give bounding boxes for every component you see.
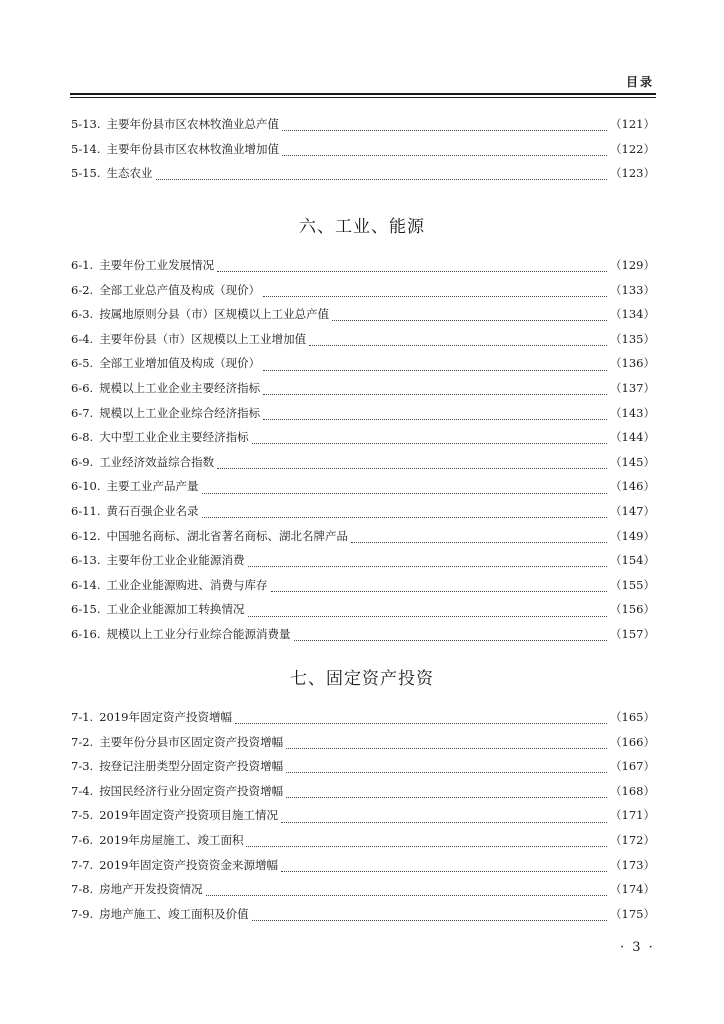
entry-title: 规模以上工业分行业综合能源消费量	[106, 626, 291, 641]
header-rule-thin	[70, 97, 656, 98]
entry-title: 工业经济效益综合指数	[99, 454, 215, 469]
entry-title: 主要年份分县市区固定资产投资增幅	[99, 734, 284, 749]
entry-page: （171）	[610, 808, 655, 823]
dot-leader	[202, 492, 608, 494]
toc-entry[interactable]	[71, 141, 655, 166]
dot-leader	[351, 541, 607, 543]
dot-leader	[263, 393, 607, 395]
entry-number: 6-11.	[71, 503, 101, 518]
entry-title: 规模以上工业企业综合经济指标	[99, 405, 261, 420]
entry-number: 6-10.	[71, 479, 101, 494]
dot-leader	[282, 154, 607, 156]
entry-title: 按国民经济行业分固定资产投资增幅	[99, 783, 284, 798]
entry-title: 2019年房屋施工、竣工面积	[99, 832, 244, 847]
header-rule	[70, 93, 656, 95]
entry-page: （144）	[610, 430, 655, 445]
toc-entry[interactable]	[71, 355, 655, 380]
entry-title: 按属地原则分县（市）区规模以上工业总产值	[99, 307, 330, 322]
entry-title: 大中型工业企业主要经济指标	[99, 430, 249, 445]
dot-leader	[286, 771, 607, 773]
entry-title: 主要年份县市区农林牧渔业增加值	[106, 141, 279, 156]
entry-title: 2019年固定资产投资增幅	[99, 710, 232, 724]
entry-title: 中国驰名商标、湖北省著名商标、湖北名牌产品	[106, 528, 348, 543]
entry-number: 7-4.	[71, 783, 94, 798]
dot-leader	[281, 821, 607, 823]
entry-title: 按登记注册类型分固定资产投资增幅	[99, 759, 284, 774]
dot-leader	[217, 270, 607, 272]
toc-entry[interactable]	[71, 552, 655, 577]
toc-list-section-7	[71, 709, 655, 930]
entry-page: （133）	[610, 282, 655, 297]
dot-leader	[332, 319, 607, 321]
entry-title: 主要年份工业发展情况	[99, 258, 215, 272]
entry-page: （143）	[610, 405, 655, 420]
dot-leader	[282, 129, 607, 131]
dot-leader	[248, 565, 608, 567]
dot-leader	[309, 344, 607, 346]
toc-entry[interactable]	[71, 881, 655, 906]
toc-entry[interactable]	[71, 116, 655, 141]
entry-page: （149）	[610, 528, 655, 543]
entry-page: （173）	[610, 857, 655, 872]
entry-title: 房地产开发投资情况	[99, 882, 203, 897]
toc-entry[interactable]	[71, 528, 655, 553]
toc-list-continued	[71, 116, 655, 190]
entry-number: 6-1.	[71, 258, 94, 272]
entry-page: （122）	[610, 141, 655, 156]
toc-entry[interactable]	[71, 380, 655, 405]
toc-entry[interactable]	[71, 783, 655, 808]
dot-leader	[235, 722, 607, 724]
entry-number: 5-14.	[71, 141, 101, 156]
section-heading: 六、工业、能源	[299, 217, 425, 237]
entry-number: 7-1.	[71, 710, 94, 724]
dot-leader	[263, 369, 607, 371]
entry-number: 7-3.	[71, 759, 94, 774]
dot-leader	[217, 467, 607, 469]
dot-leader	[206, 894, 607, 896]
dot-leader	[294, 639, 608, 641]
toc-entry[interactable]	[71, 165, 655, 190]
entry-title: 主要年份县市区农林牧渔业总产值	[106, 117, 279, 131]
entry-number: 6-5.	[71, 356, 94, 371]
toc-entry[interactable]	[71, 577, 655, 602]
page-number: · 3 ·	[620, 940, 655, 955]
toc-entry[interactable]	[71, 906, 655, 931]
entry-number: 6-2.	[71, 282, 94, 297]
dot-leader	[286, 747, 607, 749]
toc-list-section-6	[71, 257, 655, 651]
toc-entry[interactable]	[71, 626, 655, 651]
entry-number: 7-8.	[71, 882, 94, 897]
entry-page: （167）	[610, 759, 655, 774]
entry-number: 5-13.	[71, 117, 101, 131]
entry-page: （145）	[610, 454, 655, 469]
entry-title: 生态农业	[106, 166, 153, 181]
entry-number: 6-13.	[71, 553, 101, 568]
entry-title: 主要年份县（市）区规模以上工业增加值	[99, 331, 307, 346]
section-heading: 七、固定资产投资	[290, 669, 434, 689]
entry-title: 黄石百强企业名录	[106, 503, 199, 518]
entry-number: 6-8.	[71, 430, 94, 445]
entry-page: （154）	[610, 553, 655, 568]
entry-number: 7-2.	[71, 734, 94, 749]
entry-page: （156）	[610, 602, 655, 617]
entry-title: 2019年固定资产投资项目施工情况	[99, 808, 278, 823]
entry-title: 主要工业产品产量	[106, 479, 199, 494]
dot-leader	[263, 295, 607, 297]
entry-number: 6-15.	[71, 602, 101, 617]
entry-title: 全部工业增加值及构成（现价）	[99, 356, 261, 371]
entry-page: （168）	[610, 783, 655, 798]
entry-title: 主要年份工业企业能源消费	[106, 553, 245, 568]
entry-page: （172）	[610, 832, 655, 847]
dot-leader	[286, 796, 607, 798]
entry-number: 6-16.	[71, 626, 101, 641]
entry-number: 7-5.	[71, 808, 94, 823]
toc-entry[interactable]	[71, 478, 655, 503]
dot-leader	[248, 615, 608, 617]
entry-page: （175）	[610, 906, 655, 921]
entry-page: （137）	[610, 380, 655, 395]
entry-page: （134）	[610, 307, 655, 322]
entry-number: 5-15.	[71, 166, 101, 181]
dot-leader	[202, 516, 608, 518]
dot-leader	[252, 919, 607, 921]
entry-page: （147）	[610, 503, 655, 518]
entry-number: 6-9.	[71, 454, 94, 469]
entry-page: （165）	[610, 710, 655, 724]
entry-page: （135）	[610, 331, 655, 346]
toc-entry[interactable]	[71, 331, 655, 356]
toc-entry[interactable]	[71, 257, 655, 282]
entry-page: （136）	[610, 356, 655, 371]
entry-title: 全部工业总产值及构成（现价）	[99, 282, 261, 297]
toc-entry[interactable]	[71, 503, 655, 528]
entry-number: 6-14.	[71, 577, 101, 592]
running-header-title: 目录	[626, 75, 655, 89]
entry-page: （166）	[610, 734, 655, 749]
dot-leader	[271, 590, 608, 592]
toc-entry[interactable]	[71, 832, 655, 857]
entry-page: （157）	[610, 626, 655, 641]
entry-page: （174）	[610, 882, 655, 897]
dot-leader	[156, 178, 608, 180]
entry-number: 6-12.	[71, 528, 101, 543]
toc-entry[interactable]	[71, 758, 655, 783]
toc-entry[interactable]	[71, 857, 655, 882]
entry-title: 房地产施工、竣工面积及价值	[99, 906, 249, 921]
entry-page: （146）	[610, 479, 655, 494]
entry-number: 6-6.	[71, 380, 94, 395]
entry-number: 6-7.	[71, 405, 94, 420]
dot-leader	[281, 870, 607, 872]
toc-entry[interactable]	[71, 601, 655, 626]
entry-number: 7-7.	[71, 857, 94, 872]
toc-entry[interactable]	[71, 807, 655, 832]
entry-title: 2019年固定资产投资资金来源增幅	[99, 857, 278, 872]
dot-leader	[246, 845, 607, 847]
dot-leader	[252, 442, 607, 444]
toc-entry[interactable]	[71, 734, 655, 759]
entry-number: 6-4.	[71, 331, 94, 346]
entry-title: 规模以上工业企业主要经济指标	[99, 380, 261, 395]
dot-leader	[263, 418, 607, 420]
entry-title: 工业企业能源加工转换情况	[106, 602, 245, 617]
entry-page: （155）	[610, 577, 655, 592]
entry-number: 7-6.	[71, 832, 94, 847]
toc-entry[interactable]	[71, 282, 655, 307]
toc-entry[interactable]	[71, 405, 655, 430]
entry-title: 工业企业能源购进、消费与库存	[106, 577, 268, 592]
toc-entry[interactable]	[71, 306, 655, 331]
entry-page: （129）	[610, 258, 655, 272]
entry-number: 7-9.	[71, 906, 94, 921]
entry-page: （121）	[610, 117, 655, 131]
entry-page: （123）	[610, 166, 655, 181]
toc-entry[interactable]	[71, 429, 655, 454]
entry-number: 6-3.	[71, 307, 94, 322]
toc-entry[interactable]	[71, 454, 655, 479]
toc-entry[interactable]	[71, 709, 655, 734]
